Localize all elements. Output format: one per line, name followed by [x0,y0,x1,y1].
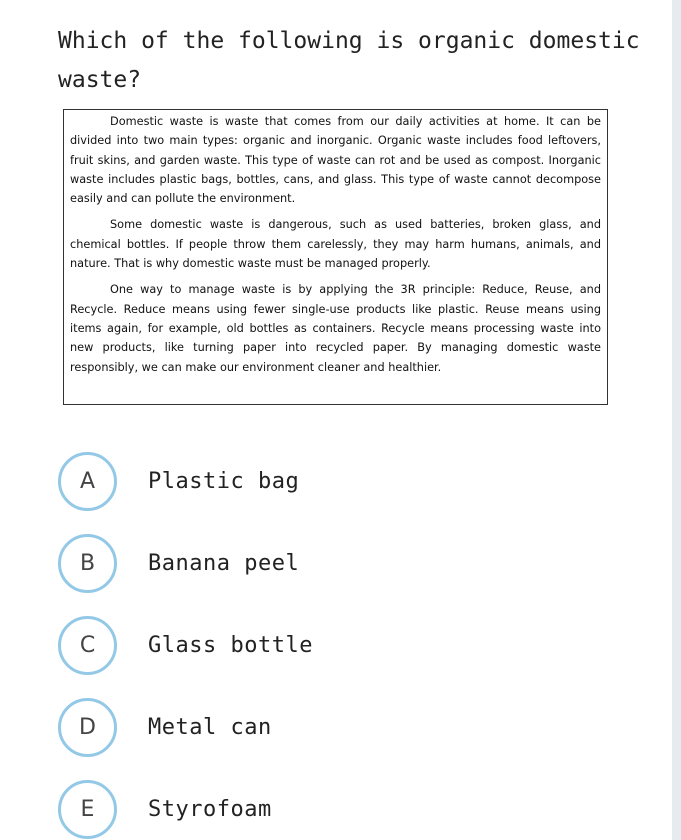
reading-passage [63,109,608,405]
scrollbar[interactable] [672,0,681,840]
passage-paragraph: Some domestic waste is dangerous, such as used batteries, broken glass, and chemical bottles. If people throw them carelessly, they may harm humans, animals, and nature. That is why domestic waste must be managed properly. [70,218,601,271]
option-letter: C [58,616,117,675]
option-text: Glass bottle [148,632,313,658]
option-d[interactable] [58,697,272,757]
option-e[interactable] [58,779,272,839]
question-title: Which of the following is organic domestic waste? [58,28,640,93]
option-text: Banana peel [148,550,300,576]
option-text: Plastic bag [148,468,300,494]
option-a[interactable] [58,451,299,511]
option-letter: A [58,452,117,511]
passage-paragraph: Domestic waste is waste that comes from our daily activities at home. It can be divided into two main types: organic and inorganic. Organic waste includes food leftovers, fruit skins, and garden waste. This type of waste can rot and be used as compost. Inorganic waste includes plastic bags, bottles, cans, and glass. This type of waste cannot decompose easily and can pollute the environment. [70,115,601,206]
option-letter: B [58,534,117,593]
option-letter: D [58,698,117,757]
option-c[interactable] [58,615,313,675]
passage-paragraph: One way to manage waste is by applying the 3R principle: Reduce, Reuse, and Recycle. Reduce means using fewer single-use products like plastic. Reuse means using items again, for example, old bottles as containers. Recycle means processing waste into new products, like turning paper into recycled paper. By managing domestic waste responsibly, we can make our environment cleaner and healthier. [70,283,601,374]
option-text: Styrofoam [148,796,272,822]
option-text: Metal can [148,714,272,740]
option-b[interactable] [58,533,299,593]
option-letter: E [58,780,117,839]
